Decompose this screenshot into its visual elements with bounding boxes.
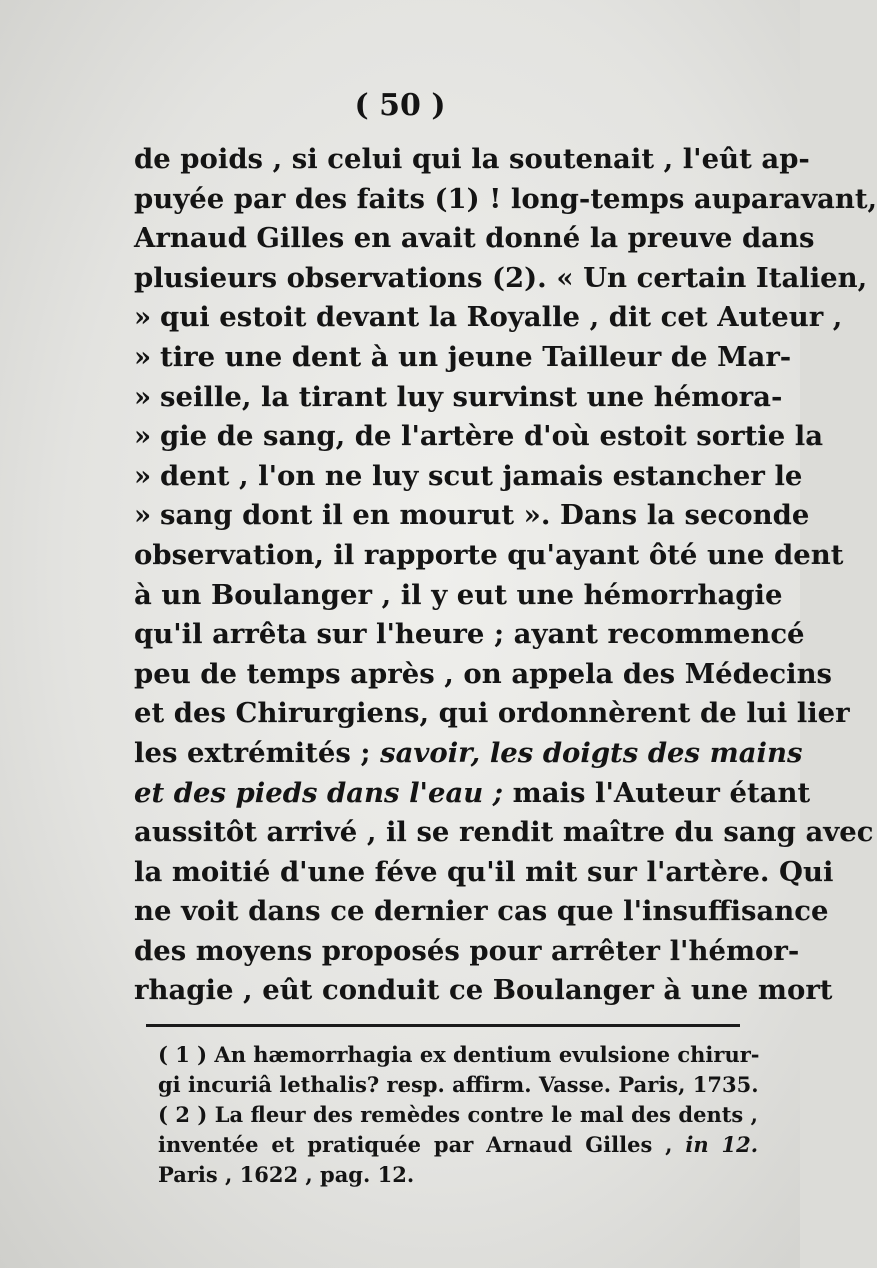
main-text [134,140,877,1011]
text-line: peu de temps après , on appela des Médecins [134,657,833,690]
footnote-line: gi incuriâ lethalis? resp. affirm. Vasse. Paris, 1735. [158,1072,759,1097]
text-line: et des Chirurgiens, qui ordonnèrent de lui lier [134,697,850,730]
quoted-line [134,378,783,418]
text-line: observation, il rapporte qu'ayant ôté une dent [134,538,844,571]
book-format: in 12. [685,1132,759,1157]
text-line: les extrémités ; [134,736,381,769]
footnote-line: ( 1 ) An hæmorrhagia ex dentium evulsione chirur- [158,1042,760,1067]
text-line: ne voit dans ce dernier cas que l'insuffisance [134,895,829,928]
text-line: qui estoit devant la Royalle , dit cet Auteur , [160,301,843,334]
guillemet: » [134,459,152,492]
text-line: aussitôt arrivé , il se rendit maître du sang avec [134,816,874,849]
footnotes [158,1040,758,1190]
page-number: ( 50 ) [354,88,446,123]
text-line: à un Boulanger , il y eut une hémorrhagie [134,578,783,611]
text-line: gie de sang, de l'artère d'où estoit sortie la [160,420,824,453]
footnote-text: inventée et pratiquée par Arnaud Gilles , [158,1132,686,1157]
text-line: de poids , si celui qui la soutenait , l'eût ap- [134,143,810,175]
guillemet: » [134,301,152,334]
guillemet: » [134,380,152,413]
text-line: mais l'Auteur étant [503,776,811,809]
mixed-line [134,734,803,774]
guillemet: » [134,420,152,453]
text-line: puyée par des faits (1) ! long-temps auparavant, [134,182,877,215]
text-line: sang dont il en mourut ». Dans la seconde [160,499,810,532]
text-line: seille, la tirant luy survinst une hémora- [160,380,783,413]
text-line: dent , l'on ne luy scut jamais estancher le [160,459,803,492]
guillemet: » [134,499,152,532]
text-line: la moitié d'une féve qu'il mit sur l'artère. Qui [134,855,834,888]
footnote-line [158,1130,758,1160]
italic-text: savoir, les doigts des mains [380,736,803,769]
quoted-line [134,298,843,338]
footnote-line: ( 2 ) La fleur des remèdes contre le mal des dents , [158,1102,758,1127]
text-line: plusieurs observations (2). « Un certain Italien, [134,261,868,294]
text-line: tire une dent à un jeune Tailleur de Mar- [160,340,792,373]
text-line: rhagie , eût conduit ce Boulanger à une mort [134,974,833,1007]
footnote-line: Paris , 1622 , pag. 12. [158,1162,415,1187]
mixed-line [134,774,811,814]
quoted-line [134,496,810,536]
italic-text: et des pieds dans l'eau ; [134,776,504,809]
text-line: des moyens proposés pour arrêter l'hémor- [134,934,800,967]
text-line: qu'il arrêta sur l'heure ; ayant recommencé [134,618,805,651]
quoted-line [134,457,803,497]
text-line: Arnaud Gilles en avait donné la preuve dans [134,222,815,255]
footnote-rule [146,1024,740,1027]
quoted-line [134,338,792,378]
quoted-line [134,417,824,457]
guillemet: » [134,340,152,373]
